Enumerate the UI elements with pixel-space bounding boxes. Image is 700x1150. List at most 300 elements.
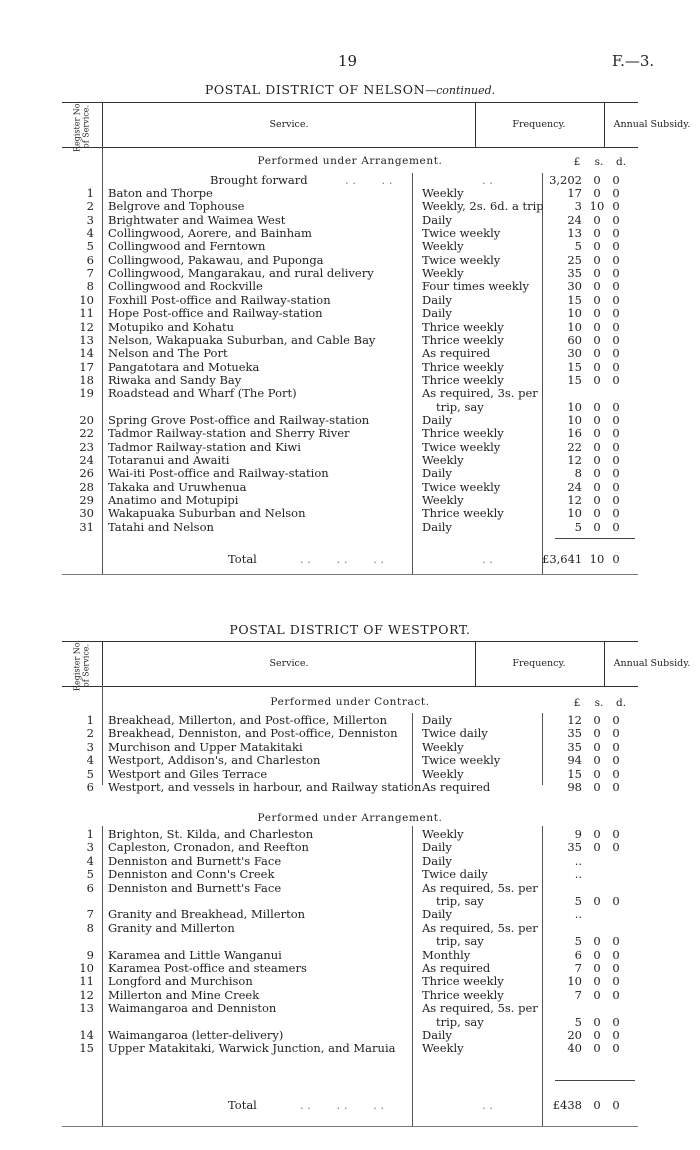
frequency-header: Frequency. xyxy=(474,103,605,147)
register-number: 12 xyxy=(79,987,94,1002)
amount-pence: 0 xyxy=(612,1028,620,1042)
amount-shillings: 0 xyxy=(593,439,601,454)
amount-pence: 0 xyxy=(612,766,620,781)
nelson-total-row: Total . . . . . . . . £3,641 10 0 xyxy=(228,552,620,566)
amount-shillings: 0 xyxy=(593,506,601,521)
frequency: Weekly xyxy=(422,767,464,781)
amount-pounds: 94 xyxy=(567,753,582,768)
amount-pounds: 30 xyxy=(567,346,582,361)
register-number: 10 xyxy=(79,961,94,975)
amount-pounds: 10 xyxy=(567,974,582,989)
amount-pounds: 8 xyxy=(574,466,582,481)
amount-pounds: 15 xyxy=(567,359,582,374)
frequency: Weekly xyxy=(422,240,464,254)
service-name: Wai-iti Post-office and Railway-station xyxy=(108,467,329,481)
service-name: Wakapuaka Suburban and Nelson xyxy=(108,507,306,521)
westport-arrangement-row xyxy=(62,1029,700,1042)
amount-pounds: 35 xyxy=(567,739,582,754)
register-number: 14 xyxy=(79,346,94,361)
register-number: 1 xyxy=(86,713,94,727)
amount-pounds: 15 xyxy=(567,292,582,307)
service-name: Westport, and vessels in harbour, and Railway station xyxy=(108,781,422,794)
amount-shillings: 0 xyxy=(593,713,601,727)
frequency: As required, 5s. per xyxy=(422,921,538,935)
frequency: Thrice weekly xyxy=(422,507,504,521)
register-number: 13 xyxy=(79,332,94,347)
amount-shillings: 0 xyxy=(593,726,601,741)
service-name: Granity and Breakhead, Millerton xyxy=(108,908,306,922)
amount-shillings: 0 xyxy=(593,332,601,347)
amount-pounds: 24 xyxy=(567,212,582,227)
westport-contract-row xyxy=(62,714,700,727)
service-name: Pangatotara and Motueka xyxy=(108,360,260,374)
register-number: 30 xyxy=(79,506,94,521)
amount-pence: 0 xyxy=(612,412,620,427)
amount-pence: 0 xyxy=(612,506,620,521)
westport-contract-row xyxy=(62,741,700,754)
service-name: Westport and Giles Terrace xyxy=(108,767,268,781)
register-number: 26 xyxy=(79,466,94,481)
westport-arrangement-row xyxy=(62,868,700,881)
amount-pounds: 5 xyxy=(574,519,582,534)
register-number: 18 xyxy=(79,372,94,387)
frequency: Daily xyxy=(422,413,452,427)
amount-pence: 0 xyxy=(612,780,620,794)
nelson-row xyxy=(62,374,700,387)
westport-total-row: Total . . . . . . . . £438 0 0 xyxy=(228,1098,620,1112)
service-name: Totaranui and Awaiti xyxy=(108,454,230,467)
amount-pence: 0 xyxy=(612,186,620,200)
register-number: 19 xyxy=(79,386,94,401)
amount-pounds: 7 xyxy=(574,961,582,975)
amount-shillings: 0 xyxy=(593,453,601,467)
westport-arrangement-row xyxy=(62,1001,700,1029)
amount-pence: 0 xyxy=(612,739,620,754)
amount-pence: 0 xyxy=(612,893,620,908)
service-name: Collingwood, Mangarakau, and rural delivery xyxy=(108,267,374,281)
amount-pounds: .. xyxy=(574,907,582,922)
register-header: Register No. of Service. xyxy=(72,639,90,692)
westport-arrangement-row xyxy=(62,920,700,949)
register-number: 11 xyxy=(79,974,94,989)
westport-contract-row xyxy=(62,727,700,740)
service-name: Millerton and Mine Creek xyxy=(108,988,260,1002)
frequency: Thrice weekly xyxy=(422,333,504,347)
amount-pounds: 35 xyxy=(567,266,582,281)
service-name: Tadmor Railway-station and Sherry River xyxy=(108,427,350,441)
amount-shillings: 0 xyxy=(593,306,601,321)
service-name: Karamea Post-office and steamers xyxy=(108,962,307,975)
amount-pounds: 24 xyxy=(567,479,582,494)
nelson-row xyxy=(62,280,700,293)
service-name: Riwaka and Sandy Bay xyxy=(108,373,242,387)
frequency: Weekly xyxy=(422,187,464,200)
amount-pence: 0 xyxy=(612,359,620,374)
amount-pence: 0 xyxy=(612,947,620,962)
register-number: 29 xyxy=(79,493,94,508)
frequency: Daily xyxy=(422,213,452,227)
frequency: Twice weekly xyxy=(422,754,501,768)
amount-pounds: 12 xyxy=(567,453,582,467)
amount-pounds: 98 xyxy=(567,780,582,794)
amount-shillings: 0 xyxy=(593,947,601,962)
amount-shillings: 0 xyxy=(593,252,601,267)
frequency: Weekly xyxy=(422,494,464,508)
amount-pence: 0 xyxy=(612,713,620,727)
amount-pounds: 6 xyxy=(574,947,582,962)
amount-pounds: 40 xyxy=(567,1041,582,1056)
amount-shillings: 0 xyxy=(593,1041,601,1056)
frequency: Twice daily xyxy=(422,868,488,882)
amount-pounds: 3 xyxy=(574,199,582,214)
register-number: 8 xyxy=(86,279,94,294)
register-number: 2 xyxy=(86,726,94,741)
amount-shillings: 0 xyxy=(593,893,601,908)
amount-pounds: 35 xyxy=(567,726,582,741)
nelson-row xyxy=(62,414,700,427)
frequency-continued: trip, say xyxy=(436,1015,484,1029)
frequency-continued: trip, say xyxy=(436,400,484,414)
amount-pounds: 60 xyxy=(567,332,582,347)
amount-shillings: 0 xyxy=(593,827,601,841)
service-name: Denniston and Burnett's Face xyxy=(108,854,282,868)
amount-pounds: 30 xyxy=(567,279,582,294)
amount-pounds: 17 xyxy=(567,186,582,200)
amount-pence: 0 xyxy=(612,827,620,841)
westport-contract-subhead: Performed under Contract. xyxy=(270,696,430,708)
amount-pounds: 25 xyxy=(567,252,582,267)
register-number: 7 xyxy=(86,907,94,922)
amount-pence: 0 xyxy=(612,840,620,855)
amount-pounds: 10 xyxy=(567,412,582,427)
amount-shillings: 0 xyxy=(593,426,601,441)
westport-arrangement-row xyxy=(62,949,700,962)
amount-pence: 0 xyxy=(612,426,620,441)
frequency: Weekly xyxy=(422,1042,464,1056)
amount-shillings: 0 xyxy=(593,292,601,307)
frequency: Four times weekly xyxy=(422,280,529,294)
register-number: 9 xyxy=(86,947,94,962)
nelson-row xyxy=(62,521,700,534)
register-number: 5 xyxy=(86,766,94,781)
amount-pounds: 13 xyxy=(567,226,582,241)
frequency: Twice daily xyxy=(422,727,488,741)
service-name: Tatahi and Nelson xyxy=(108,520,214,534)
service-name: Breakhead, Denniston, and Post-office, Denniston xyxy=(108,727,398,741)
register-number: 3 xyxy=(86,739,94,754)
amount-shillings: 0 xyxy=(593,840,601,855)
amount-pence: 0 xyxy=(612,199,620,214)
register-number: 5 xyxy=(86,239,94,254)
amount-pounds: 5 xyxy=(574,239,582,254)
amount-pence: 0 xyxy=(612,292,620,307)
amount-pounds: 20 xyxy=(567,1028,582,1042)
nelson-row xyxy=(62,307,700,320)
service-name: Breakhead, Millerton, and Post-office, Millerton xyxy=(108,714,387,727)
amount-pounds: 22 xyxy=(567,439,582,454)
register-number: 11 xyxy=(79,306,94,321)
amount-pence: 0 xyxy=(612,346,620,361)
nelson-row xyxy=(62,481,700,494)
nelson-row xyxy=(62,294,700,307)
amount-pounds: 16 xyxy=(567,426,582,441)
frequency-header: Frequency. xyxy=(474,642,605,686)
nelson-row xyxy=(62,334,700,347)
service-name: Collingwood, Pakawau, and Puponga xyxy=(108,253,324,267)
register-number: 14 xyxy=(79,1028,94,1042)
amount-pence: 0 xyxy=(612,279,620,294)
service-header: Service. xyxy=(102,103,476,147)
amount-pounds: 9 xyxy=(574,827,582,841)
amount-shillings: 0 xyxy=(593,766,601,781)
westport-arrangement-row xyxy=(62,989,700,1002)
amount-pence: 0 xyxy=(612,453,620,467)
westport-contract-row xyxy=(62,781,700,794)
amount-shillings: 0 xyxy=(593,212,601,227)
frequency: Thrice weekly xyxy=(422,320,504,334)
frequency: As required, 5s. per xyxy=(422,1002,538,1016)
amount-pence: 0 xyxy=(612,519,620,534)
amount-pounds: 7 xyxy=(574,987,582,1002)
nelson-row xyxy=(62,187,700,200)
frequency: Thrice weekly xyxy=(422,373,504,387)
amount-shillings: 0 xyxy=(593,961,601,975)
page-reference: F.—3. xyxy=(612,52,655,70)
service-name: Anatimo and Motupipi xyxy=(108,494,239,508)
nelson-row xyxy=(62,267,700,280)
amount-shillings: 0 xyxy=(593,186,601,200)
service-name: Nelson and The Port xyxy=(108,347,228,361)
service-name: Granity and Millerton xyxy=(108,921,235,935)
amount-pounds: 5 xyxy=(574,1014,582,1029)
register-number: 22 xyxy=(79,426,94,441)
amount-shillings: 0 xyxy=(593,739,601,754)
service-name: Westport, Addison's, and Charleston xyxy=(108,754,321,768)
page-number: 19 xyxy=(338,52,358,70)
westport-arrangement-row xyxy=(62,962,700,975)
register-number: 5 xyxy=(86,867,94,882)
amount-shillings: 0 xyxy=(593,319,601,334)
service-name: Waimangaroa and Denniston xyxy=(108,1002,277,1016)
register-number: 2 xyxy=(86,199,94,214)
amount-pounds: 35 xyxy=(567,840,582,855)
amount-pence: 0 xyxy=(612,987,620,1002)
nelson-row xyxy=(62,200,700,213)
nelson-row xyxy=(62,441,700,454)
nelson-section-title: POSTAL DISTRICT OF NELSON—continued. xyxy=(204,82,496,97)
amount-pence: 0 xyxy=(612,753,620,768)
register-number: 20 xyxy=(79,412,94,427)
frequency: Daily xyxy=(422,854,452,868)
amount-shillings: 0 xyxy=(593,479,601,494)
frequency: Weekly xyxy=(422,740,464,754)
service-header: Service. xyxy=(102,642,476,686)
register-number: 3 xyxy=(86,840,94,855)
nelson-row xyxy=(62,507,700,520)
nelson-row xyxy=(62,467,700,480)
westport-arrangement-row xyxy=(62,880,700,908)
service-name: Motupiko and Kohatu xyxy=(108,320,235,334)
nelson-row xyxy=(62,361,700,374)
frequency: As required, 5s. per xyxy=(422,881,538,895)
frequency: Twice weekly xyxy=(422,440,501,454)
amount-shillings: 0 xyxy=(593,346,601,361)
nelson-brought-forward: Brought forward . . . . . . 3,202 0 0 xyxy=(210,173,620,187)
service-name: Collingwood and Ferntown xyxy=(108,240,266,254)
service-name: Takaka and Uruwhenua xyxy=(108,480,247,494)
nelson-row xyxy=(62,427,700,440)
amount-pounds: 5 xyxy=(574,934,582,949)
register-number: 6 xyxy=(86,252,94,267)
frequency: Thrice weekly xyxy=(422,360,504,374)
register-number: 3 xyxy=(86,212,94,227)
service-name: Waimangaroa (letter-delivery) xyxy=(108,1029,284,1042)
frequency: As required xyxy=(422,781,491,794)
frequency-continued: trip, say xyxy=(436,894,484,908)
service-name: Upper Matakitaki, Warwick Junction, and Maruia xyxy=(108,1042,396,1056)
westport-arrangement-row xyxy=(62,1042,700,1055)
frequency: Weekly xyxy=(422,267,464,281)
service-name: Longford and Murchison xyxy=(108,975,253,989)
nelson-row xyxy=(62,494,700,507)
register-number: 4 xyxy=(86,226,94,241)
amount-shillings: 0 xyxy=(593,466,601,481)
register-header: Register No. of Service. xyxy=(72,100,90,153)
service-name: Roadstead and Wharf (The Port) xyxy=(108,387,297,401)
amount-shillings: 10 xyxy=(589,199,605,214)
nelson-table-header xyxy=(62,100,691,153)
amount-pence: 0 xyxy=(612,1014,620,1029)
frequency: Twice weekly xyxy=(422,480,501,494)
westport-arrangement-row xyxy=(62,975,700,988)
westport-section-title: POSTAL DISTRICT OF WESTPORT. xyxy=(229,622,471,637)
amount-pounds: .. xyxy=(574,853,582,868)
amount-pence: 0 xyxy=(612,974,620,989)
nelson-arrangement-subhead: Performed under Arrangement. xyxy=(257,155,443,167)
amount-shillings: 0 xyxy=(593,780,601,794)
nelson-row xyxy=(62,321,700,334)
amount-pounds: 10 xyxy=(567,306,582,321)
frequency: Thrice weekly xyxy=(422,975,504,989)
service-name: Brightwater and Waimea West xyxy=(108,213,286,227)
register-number: 4 xyxy=(86,753,94,768)
register-number: 1 xyxy=(86,827,94,841)
amount-pence: 0 xyxy=(612,212,620,227)
amount-pounds: 5 xyxy=(574,893,582,908)
register-number: 17 xyxy=(79,359,94,374)
frequency: Daily xyxy=(422,908,452,922)
amount-pence: 0 xyxy=(612,239,620,254)
amount-pence: 0 xyxy=(612,479,620,494)
frequency: As required xyxy=(422,962,491,975)
amount-pounds: 12 xyxy=(567,493,582,508)
frequency: Monthly xyxy=(422,948,471,962)
amount-pence: 0 xyxy=(612,319,620,334)
frequency: As required xyxy=(422,347,491,361)
subsidy-header: Annual Subsidy. xyxy=(613,658,691,669)
frequency: Weekly xyxy=(422,828,464,841)
amount-shillings: 0 xyxy=(593,266,601,281)
register-number: 24 xyxy=(79,453,94,467)
register-number: 8 xyxy=(86,920,94,935)
service-name: Collingwood and Rockville xyxy=(108,280,263,294)
nelson-row xyxy=(62,227,700,240)
westport-arrangement-row xyxy=(62,841,700,854)
register-number: 12 xyxy=(79,319,94,334)
service-name: Collingwood, Aorere, and Bainham xyxy=(108,227,312,241)
amount-pence: 0 xyxy=(612,252,620,267)
document-page: 19 F.—3. POSTAL DISTRICT OF NELSON—continued. Register No. of Service. Service. Frequency. Annual Subsidy. Performed under Arrangement. £ s. d. Brought forward . . . . . . 3,202 0 0 1 Baton and Thorpe Weekly 17 0 0 2 Belgrove and Tophouse Weekly, 2s. 6d. a trip 3 10 0 3 Brightwater and Waimea West Daily 24 0 0 4 Collingwood, Aorere, and Bainham Twice weekly 13 0 0 5 Collingwood and Ferntown Weekly 5 0 0 6 Collingwood, Pakawau, and Puponga Twice weekly 25 0 0 7 Collingwood, Mangarakau, and rural delivery Weekly 35 0 0 8 Collingwood and Rockville Four times weekly 30 0 0 10 Foxhill Post-office and Railway-station Daily 15 0 0 11 Hope Post-office and Railway-station Daily 10 0 0 12 Motupiko and Kohatu Thrice weekly 10 0 0 13 Nelson, Wakapuaka Suburban, and Cable Bay Thrice weekly 60 0 0 14 Nelson and The Port As required 30 0 0 17 Pangatotara and Motueka Thrice weekly 15 0 0 18 Riwaka and Sandy Bay Thrice weekly 15 0 0 19 Roadstead and Wharf (The Port) As required, 3s. per trip, say 10 0 0 20 Spring Grove Post-office and Railway-station Daily 10 0 0 22 Tadmor Railway-station and Sherry River Thrice weekly 16 0 0 23 Tadmor Railway-station and Kiwi Twice weekly 22 0 0 24 Totaranui and Awaiti Weekly 12 0 0 26 Wai-iti Post-office and Railway-station Daily 8 0 0 28 Takaka and Uruwhenua Twice weekly 24 0 0 29 Anatimo and Motupipi Weekly 12 0 0 30 Wakapuaka Suburban and Nelson Thrice weekly 10 0 0 31 Tatahi and Nelson Daily 5 0 0 Total . . . . . . . . £3,641 10 0 POSTAL DISTRICT OF WESTPORT. Register No. of Service. Service. Frequency. Annual Subsidy. Performed under Contract. £ s. d. 1 Breakhead, Millerton, and Post-office, Millerton Daily 12 0 0 2 Breakhead, Denniston, and Post-office, Denniston Twice daily 35 0 0 3 Murchison and Upper Matakitaki Weekly 35 0 0 4 Westport, Addison's, and Charleston Twice weekly 94 0 0 5 Westport and Giles Terrace Weekly 15 0 0 6 Westport, and vessels in harbour, and Railway station As required 98 0 0 Performed under Arrangement. 1 Brighton, St. Kilda, and Charleston Weekly 9 0 0 3 Capleston, Cronadon, and Reefton Daily 35 0 0 4 Denniston and Burnett's Face Daily .. 5 Denniston and Conn's Creek Twice daily .. 6 Denniston and Burnett's Face As required, 5s. per trip, say 5 0 0 7 Granity and Breakhead, Millerton Daily .. 8 Granity and Millerton As required, 5s. per trip, say 5 0 0 9 Karamea and Little Wanganui Monthly 6 0 0 10 Karamea Post-office and steamers As required 7 0 0 11 Longford and Murchison Thrice weekly 10 0 0 12 Millerton and Mine Creek Thrice weekly 7 0 0 13 Waimangaroa and Denniston As required, 5s. per trip, say 5 0 0 14 Waimangaroa (letter-delivery) Daily 20 0 0 15 Upper Matakitaki, Warwick Junction, and Maruia Weekly 40 0 0 Total . . . . . . . . £438 0 0 xyxy=(0,0,700,1150)
register-number: 1 xyxy=(86,186,94,200)
amount-pounds: 12 xyxy=(567,713,582,727)
service-name: Karamea and Little Wanganui xyxy=(108,948,282,962)
nelson-row xyxy=(62,347,700,360)
amount-pence: 0 xyxy=(612,306,620,321)
register-number: 4 xyxy=(86,853,94,868)
service-name: Denniston and Conn's Creek xyxy=(108,868,275,882)
westport-contract-row xyxy=(62,768,700,781)
frequency-continued: trip, say xyxy=(436,935,484,949)
amount-pence: 0 xyxy=(612,493,620,508)
westport-arrangement-subhead: Performed under Arrangement. xyxy=(257,812,443,824)
service-name: Brighton, St. Kilda, and Charleston xyxy=(108,828,314,841)
frequency: As required, 3s. per xyxy=(422,387,538,401)
amount-shillings: 0 xyxy=(593,399,601,414)
amount-shillings: 0 xyxy=(593,987,601,1002)
service-name: Hope Post-office and Railway-station xyxy=(108,307,323,321)
amount-pence: 0 xyxy=(612,399,620,414)
service-name: Denniston and Burnett's Face xyxy=(108,881,282,895)
westport-contract-row xyxy=(62,754,700,767)
register-number: 7 xyxy=(86,266,94,281)
amount-pence: 0 xyxy=(612,961,620,975)
nelson-row xyxy=(62,240,700,253)
register-number: 10 xyxy=(79,292,94,307)
amount-pounds: 15 xyxy=(567,766,582,781)
westport-table-header xyxy=(62,639,691,692)
subsidy-header: Annual Subsidy. xyxy=(613,119,691,130)
service-name: Capleston, Cronadon, and Reefton xyxy=(108,841,309,855)
register-number: 31 xyxy=(79,519,94,534)
frequency: Daily xyxy=(422,307,452,321)
amount-pence: 0 xyxy=(612,934,620,949)
nelson-row xyxy=(62,454,700,467)
frequency: Daily xyxy=(422,714,452,727)
amount-shillings: 0 xyxy=(593,934,601,949)
service-name: Murchison and Upper Matakitaki xyxy=(108,740,303,754)
amount-shillings: 0 xyxy=(593,279,601,294)
amount-shillings: 0 xyxy=(593,974,601,989)
amount-shillings: 0 xyxy=(593,1028,601,1042)
register-number: 28 xyxy=(79,479,94,494)
frequency: Thrice weekly xyxy=(422,427,504,441)
frequency: Twice weekly xyxy=(422,227,501,241)
amount-shillings: 0 xyxy=(593,519,601,534)
service-name: Spring Grove Post-office and Railway-station xyxy=(108,413,370,427)
westport-arrangement-row xyxy=(62,828,700,841)
frequency: Daily xyxy=(422,520,452,534)
amount-shillings: 0 xyxy=(593,493,601,508)
register-number: 13 xyxy=(79,1001,94,1016)
amount-shillings: 0 xyxy=(593,372,601,387)
frequency: Daily xyxy=(422,467,452,481)
register-number: 6 xyxy=(86,880,94,895)
frequency: Weekly xyxy=(422,454,464,467)
amount-pounds: .. xyxy=(574,867,582,882)
nelson-row xyxy=(62,386,700,414)
frequency: Weekly, 2s. 6d. a trip xyxy=(422,200,544,214)
amount-pounds: 10 xyxy=(567,506,582,521)
